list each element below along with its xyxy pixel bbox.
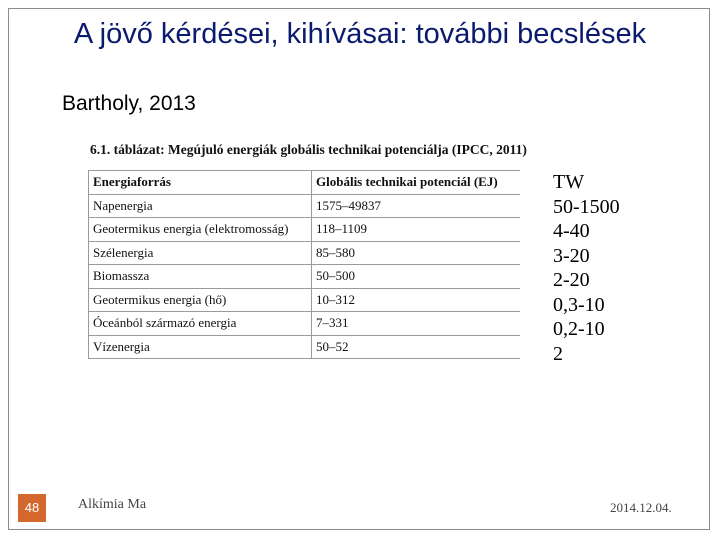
table-row [89, 194, 521, 218]
cell-source: Biomassza [89, 265, 312, 289]
table-row [89, 218, 521, 242]
tw-value: 4-40 [553, 220, 590, 242]
cell-source: Napenergia [89, 194, 312, 218]
energy-table [88, 170, 520, 359]
footer-left-text: Alkímia Ma [78, 497, 147, 512]
table-row [89, 288, 521, 312]
tw-value: 0,2-10 [553, 318, 605, 340]
cell-source: Szélenergia [89, 241, 312, 265]
cell-potential: 10–312 [312, 288, 521, 312]
table-row [89, 335, 521, 359]
tw-value: 2 [553, 342, 563, 365]
tw-value: 50-1500 [553, 195, 620, 218]
cell-potential: 50–500 [312, 265, 521, 289]
footer-date: 2014.12.04. [610, 500, 672, 515]
header-potential: Globális technikai potenciál (EJ) [312, 171, 521, 195]
table-header-row [89, 171, 521, 195]
header-energy-source: Energiaforrás [89, 171, 312, 195]
cell-source: Vízenergia [89, 335, 312, 359]
tw-value: 2-20 [553, 269, 590, 291]
cell-source: Geotermikus energia (elektromosság) [89, 218, 312, 242]
cell-potential: 118–1109 [312, 218, 521, 242]
cell-potential: 7–331 [312, 312, 521, 336]
page-number-badge: 48 [18, 494, 46, 522]
table-row [89, 241, 521, 265]
cell-source: Geotermikus energia (hő) [89, 288, 312, 312]
tw-value: 0,3-10 [553, 293, 605, 316]
energy-table-image [88, 170, 520, 370]
tw-column [553, 170, 620, 366]
table-caption: 6.1. táblázat: Megújuló energiák globális technikai potenciálja (IPCC, 2011) [90, 142, 527, 157]
tw-value: 3-20 [553, 244, 590, 267]
slide-subtitle: Bartholy, 2013 [62, 92, 196, 115]
cell-potential: 1575–49837 [312, 194, 521, 218]
table-row [89, 265, 521, 289]
cell-potential: 50–52 [312, 335, 521, 359]
cell-source: Óceánból származó energia [89, 312, 312, 336]
tw-header: TW [553, 171, 585, 193]
table-row [89, 312, 521, 336]
cell-potential: 85–580 [312, 241, 521, 265]
slide-title: A jövő kérdései, kihívásai: további becslések [73, 18, 647, 50]
